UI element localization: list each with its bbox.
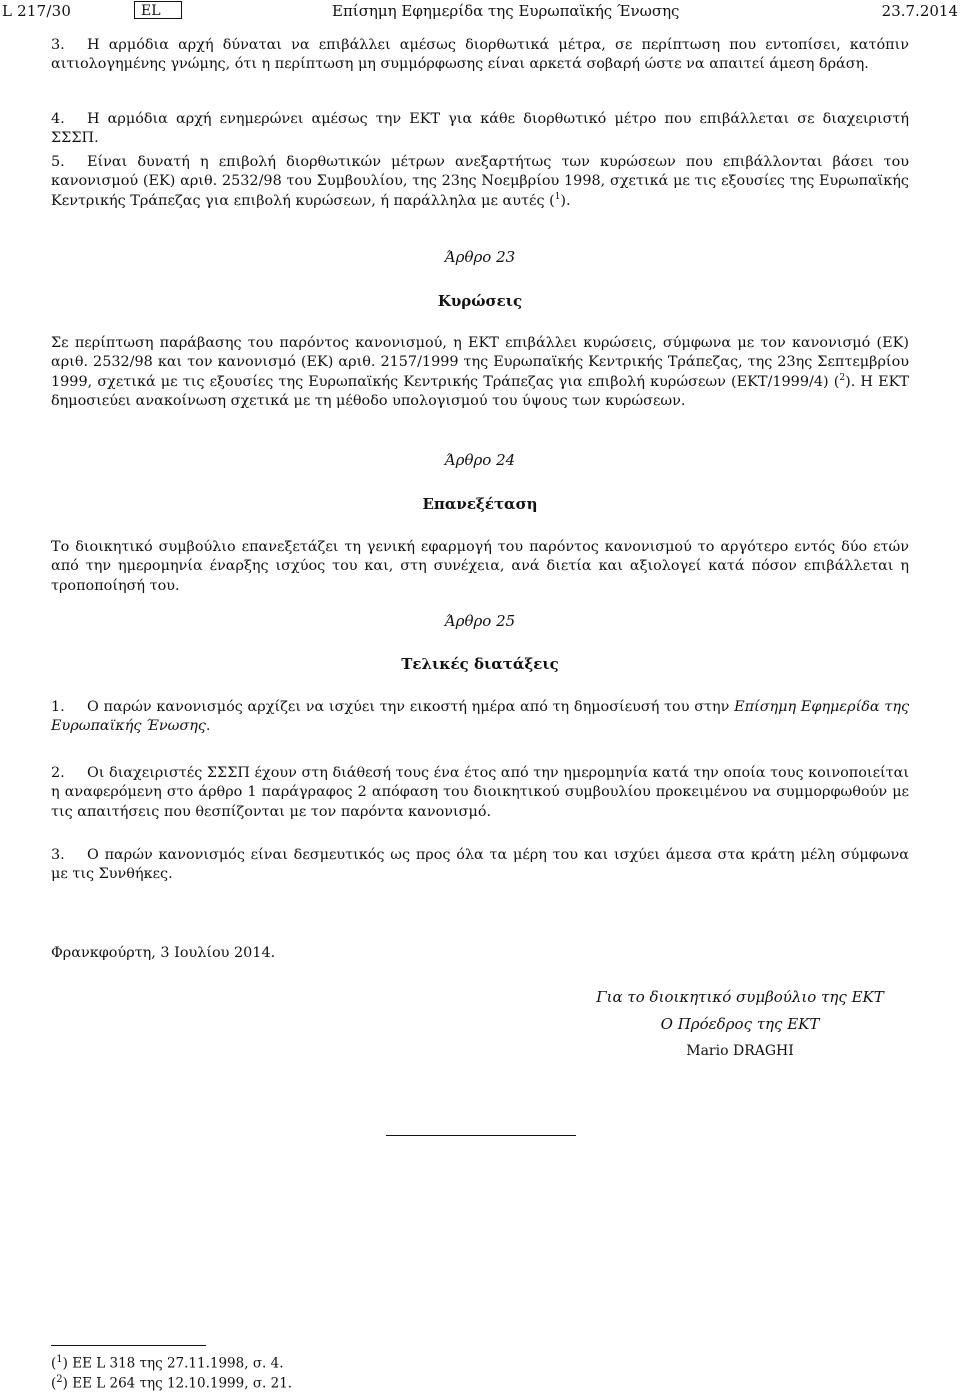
footnote-text: ΕΕ L 318 της 27.11.1998, σ. 4. xyxy=(72,1355,284,1372)
footnote-number: 1 xyxy=(56,1354,63,1365)
signature-line-1: Για το διοικητικό συμβούλιο της ΕΚΤ xyxy=(596,988,884,1006)
signature-block xyxy=(560,984,920,1065)
footnote-number: 2 xyxy=(56,1374,63,1385)
paragraph-5 xyxy=(51,153,909,211)
footnote-2: ($^2$) ΕΕ L 264 της 12.10.1999, σ. 21. xyxy=(51,1374,293,1392)
paragraph-number: 1. xyxy=(51,699,65,715)
article-25-paragraph-2 xyxy=(51,764,909,822)
article-24-title: Άρθρο 24 xyxy=(444,451,516,469)
article-23-title: Άρθρο 23 xyxy=(444,248,516,266)
paragraph-text: Είναι δυνατή η επιβολή διορθωτικών μέτρων ανεξαρτήτως των κυρώσεων που επιβάλλονται βάσει του κανονισμού (ΕΚ) αριθ. 2532/98 του Συμβουλίου, της 23ης Νοεμβρίου 1998, σχετικά με τις εξουσίες της Ευρωπαϊκής Κεντρικής Τράπεζας για επιβολή κυρώσεων, ή παράλληλα με αυτές ( xyxy=(51,154,909,209)
paragraph-text: Ο παρών κανονισμός είναι δεσμευτικός ως προς όλα τα μέρη του και ισχύει άμεσα στα κράτη μέλη σύμφωνα με τις Συνθήκες. xyxy=(51,847,909,883)
signature-line-2: Ο Πρόεδρος της ΕΚΤ xyxy=(660,1015,820,1033)
paragraph-text: Η αρμόδια αρχή ενημερώνει αμέσως την ΕΚΤ για κάθε διορθωτικό μέτρο που επιβάλλεται σε διαχειριστή ΣΣΣΠ. xyxy=(51,111,909,147)
footnote-1: ($^1$) ΕΕ L 318 της 27.11.1998, σ. 4. xyxy=(51,1354,284,1372)
journal-title: Επίσημη Εφημερίδα της Ευρωπαϊκής Ένωσης xyxy=(332,2,680,20)
article-tail: ). Η ΕΚΤ δημοσιεύει ανακοίνωση σχετικά με τη μέθοδο υπολογισμού του ύψους των κυρώσεων. xyxy=(51,373,909,409)
paragraph-text: Οι διαχειριστές ΣΣΣΠ έχουν στη διάθεσή τους ένα έτος από την ημερομηνία κατά την οποία τους κοινοποιείται η αναφερόμενη στο άρθρο 1 παράγραφος 2 απόφαση του διοικητικού συμβουλίου προκειμένου να συμμορφωθούν με τις απαιτήσεις που θεσπίζονται με τον παρόντα κανονισμό. xyxy=(51,765,909,820)
article-24-subject: Επανεξέταση xyxy=(422,495,538,513)
page-reference: L 217/30 xyxy=(2,2,72,20)
separator-line xyxy=(386,1135,576,1136)
paragraph-tail: . xyxy=(205,718,211,735)
article-25-title: Άρθρο 25 xyxy=(444,612,516,630)
paragraph-4 xyxy=(51,110,909,149)
footnote-text: ΕΕ L 264 της 12.10.1999, σ. 21. xyxy=(72,1375,293,1392)
paragraph-text: Ο παρών κανονισμός αρχίζει να ισχύει την εικοστή ημέρα από τη δημοσίευσή του στην xyxy=(87,699,735,715)
article-25-paragraph-3 xyxy=(51,846,909,885)
article-24-text: Το διοικητικό συμβούλιο επανεξετάζει τη γενική εφαρμογή του παρόντος κανονισμού το αργότερο εντός δύο ετών από την ημερομηνία έναρξης ισχύος του και, στη συνέχεια, ανά διετία και αξιολογεί κατά πόσον επιβάλλεται η τροποποίησή του. xyxy=(51,539,909,594)
paragraph-number: 3. xyxy=(51,37,65,53)
issue-date: 23.7.2014 xyxy=(881,2,958,20)
paragraph-number: 2. xyxy=(51,765,65,781)
footnote-reference[interactable]: 1 xyxy=(554,191,561,202)
article-25-subject: Τελικές διατάξεις xyxy=(401,655,559,673)
paragraph-number: 4. xyxy=(51,111,65,127)
footnote-divider xyxy=(51,1345,206,1346)
paragraph-3 xyxy=(51,36,909,75)
journal-reference: Επίσημη Εφημερίδα της Ευρωπαϊκής Ένωσης xyxy=(51,699,910,735)
article-23-text xyxy=(51,334,909,411)
paragraph-number: 5. xyxy=(51,154,65,170)
paragraph-text: Η αρμόδια αρχή δύναται να επιβάλλει αμέσως διορθωτικά μέτρα, σε περίπτωση που εντοπίσει, κατόπιν αιτιολογημένης γνώμης, ότι η περίπτωση μη συμμόρφωσης είναι αρκετά σοβαρή ώστε να απαιτεί άμεση δράση. xyxy=(51,37,909,73)
article-25-paragraph-1 xyxy=(51,698,909,737)
signatory-name: Mario DRAGHI xyxy=(686,1043,794,1059)
language-badge: EL xyxy=(134,1,182,19)
page-header xyxy=(0,0,960,22)
place-and-date: Φρανκφούρτη, 3 Ιουλίου 2014. xyxy=(51,945,276,961)
article-text: Σε περίπτωση παράβασης του παρόντος κανονισμού, η ΕΚΤ επιβάλλει κυρώσεις, σύμφωνα με τον κανονισμό (ΕΚ) αριθ. 2532/98 και τον κανονισμό (ΕΚ) αριθ. 2157/1999 της Ευρωπαϊκής Κεντρικής Τράπεζας, της 23ης Σεπτεμβρίου 1999, σχετικά με τις εξουσίες της Ευρωπαϊκής Κεντρικής Τράπεζας για επιβολή κυρώσεων (ΕΚΤ/1999/4) ( xyxy=(51,335,909,390)
article-23-subject: Κυρώσεις xyxy=(437,292,523,310)
footnote-reference[interactable]: 2 xyxy=(839,372,846,383)
paragraph-tail: ). xyxy=(560,192,571,209)
paragraph-number: 3. xyxy=(51,847,65,863)
